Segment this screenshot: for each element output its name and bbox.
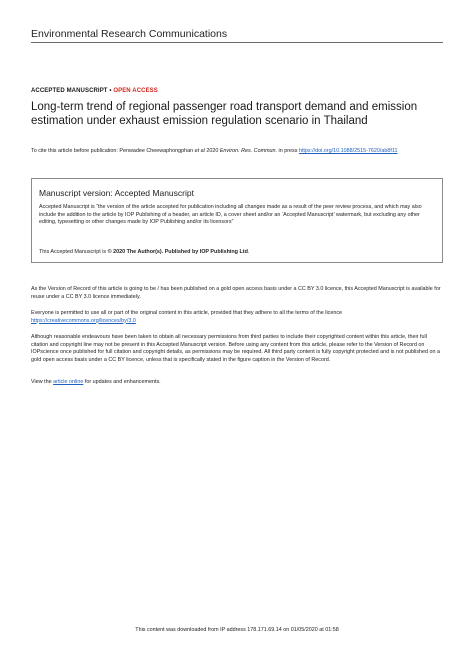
citation-etal: et al — [194, 148, 205, 154]
manuscript-version-title: Manuscript version: Accepted Manuscript — [39, 188, 194, 198]
accepted-manuscript-definition: Accepted Manuscript is “the version of the article accepted for publication including all changes made as a result of the peer review process, and which may also include the addition to the article by IOP Publishing of a header, an article ID, a cover sheet and/or an ‘Accepted Manuscript’ watermark, but excluding any other editing, typesetting or other changes made by IOP Publishing and/or its licensors” — [39, 204, 422, 226]
header-divider — [31, 42, 443, 43]
reuse-text: Everyone is permitted to use all or part of the original content in this article, provided that they adhere to all the terms of the licence — [31, 310, 343, 316]
licence-link[interactable]: https://creativecommons.org/licences/by/3.0 — [31, 317, 136, 324]
citation-prefix: To cite this article before publication: Penwadee Cheewaphongphan — [31, 148, 195, 154]
view-prefix: View the — [31, 379, 54, 385]
reuse-paragraph — [31, 310, 443, 325]
citation-text — [31, 148, 445, 156]
copyright-suffix: . — [247, 249, 250, 255]
status-label: ACCEPTED MANUSCRIPT — [31, 88, 108, 94]
doi-link[interactable]: https://doi.org/10.1088/2515-7620/ab8f11 — [298, 148, 398, 154]
download-footer: This content was downloaded from IP address 178.171.69.14 on 01/05/2020 at 01:58 — [135, 627, 339, 633]
journal-name: Environmental Research Communications — [31, 28, 228, 40]
copyright-prefix: This Accepted Manuscript is — [39, 249, 108, 255]
manuscript-status — [31, 88, 158, 94]
article-title: Long-term trend of regional passenger road transport demand and emission estimation under exhaust emission regulation scenario in Thailand — [31, 101, 418, 128]
manuscript-version-box — [31, 178, 443, 263]
article-online-link[interactable]: article online — [53, 379, 84, 385]
status-separator: • — [107, 88, 114, 94]
permissions-paragraph: Although reasonable endeavours have been taken to obtain all necessary permissions from third parties to include their copyrighted content within this article, their full citation and copyright line may not be present in this Accepted Manuscript version. Before using any content from this article, please refer to the Version of Record on IOPscience once published for full citation and copyright details, as permissions may be required. All third party content is fully copyright protected and is not published on a gold open access basis under a CC BY licence, unless that is specifically stated in the figure caption in the Version of Record. — [31, 334, 441, 363]
citation-in-press: in press — [277, 148, 299, 154]
copyright-statement — [39, 249, 437, 257]
view-online-paragraph — [31, 379, 443, 387]
licence-paragraph: As the Version of Record of this article is going to be / has been published on a gold open access basis under a CC BY 3.0 licence, this Accepted Manuscript is available for reuse under a CC BY 3.0 licence immediately. — [31, 286, 441, 300]
copyright-holder: © 2020 The Author(s). Published by IOP Publishing Ltd — [107, 249, 248, 255]
open-access-badge: OPEN ACCESS — [113, 88, 158, 94]
citation-year: 2020 — [204, 148, 220, 154]
view-suffix: for updates and enhancements. — [83, 379, 161, 385]
citation-journal: Environ. Res. Commun. — [219, 148, 278, 154]
